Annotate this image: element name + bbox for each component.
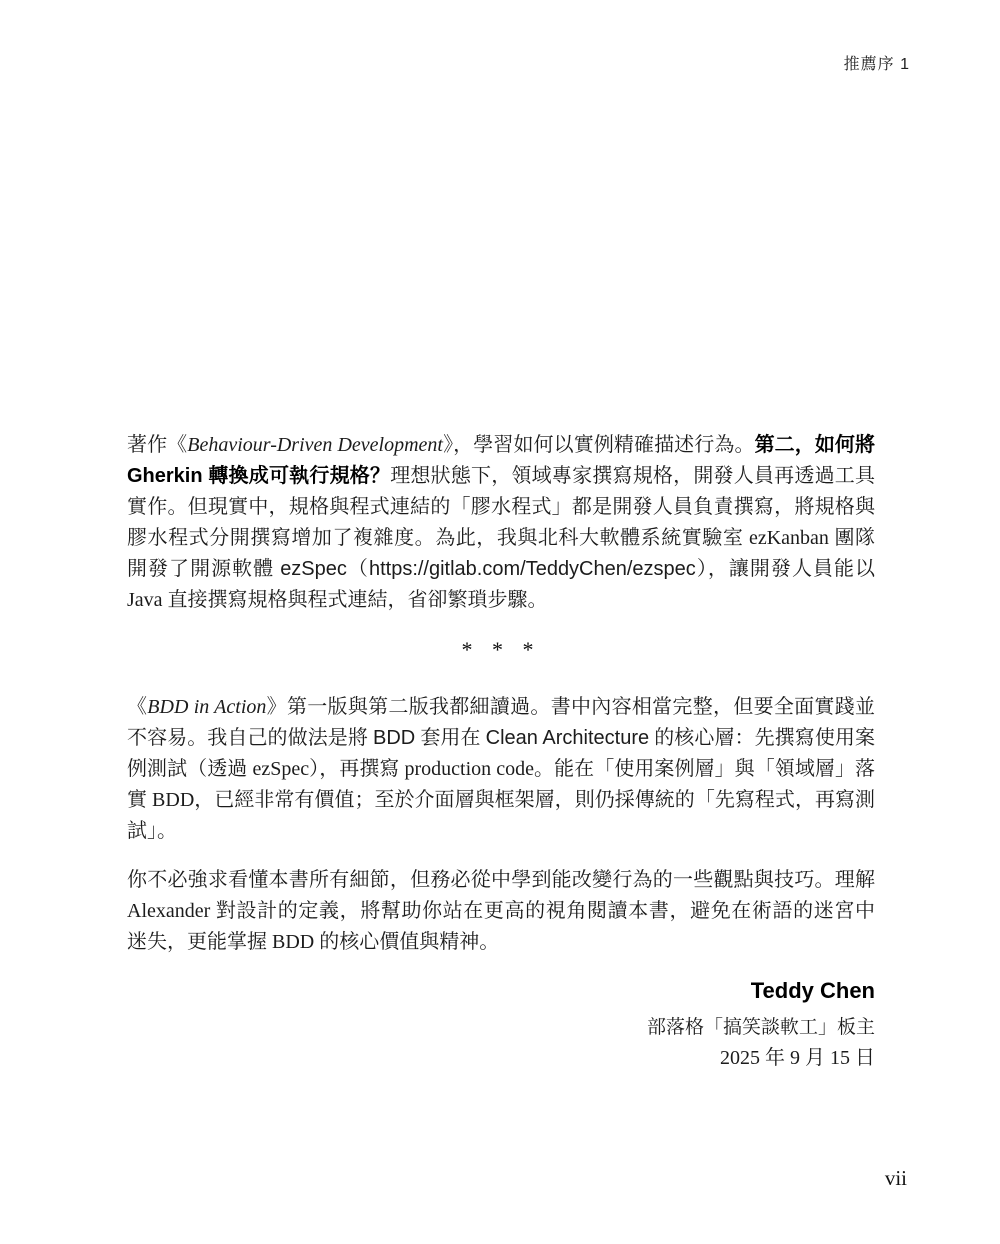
- text-run: BDD: [373, 727, 416, 749]
- text-run: Java: [127, 589, 163, 611]
- running-header: 推薦序 1: [843, 56, 910, 73]
- text-run: ），再撰寫: [309, 758, 405, 780]
- signature-date: 2025 年 9 月 15 日: [720, 1047, 875, 1069]
- text-run: 的核心層：先撰寫使用案例測試（透過: [127, 727, 875, 780]
- text-run: 《: [127, 696, 148, 718]
- text-run-emphasis: 轉換成可執行規格？: [202, 465, 391, 487]
- text-run: 直接撰寫規格與程式連結，省卻繁瑣步驟。: [162, 589, 548, 611]
- text-run: （: [346, 558, 369, 580]
- text-run: 。能在「使用案例層」與「領域層」落實: [127, 758, 876, 811]
- text-run: ezKanban: [748, 527, 829, 549]
- text-run-url: https://gitlab.com/TeddyChen/ezspec: [368, 558, 696, 580]
- signature-block: [127, 976, 875, 1074]
- page-content: [127, 430, 875, 1074]
- text-run: ），讓開發人員能以: [695, 558, 876, 580]
- section-separator: * * *: [461, 637, 541, 662]
- text-run: 的核心價值與精神。: [314, 931, 500, 953]
- paragraph-3: [127, 865, 875, 958]
- text-run: 對設計的定義，將幫助你站在更高的視角閱讀本書，避免在術語的迷宮中迷失，更能掌握: [127, 900, 875, 953]
- text-run: 》，學習如何以實例精確描述行為。: [443, 434, 755, 456]
- text-run-emphasis: Gherkin: [127, 465, 203, 487]
- signature-name: Teddy Chen: [750, 978, 875, 1003]
- text-run: 團隊開發了開源軟體: [127, 527, 875, 580]
- text-run-book-title: BDD in Action: [147, 696, 267, 718]
- text-run: ezSpec: [252, 758, 310, 780]
- text-run-book-title: Behaviour-Driven Development: [187, 434, 443, 456]
- paragraph-1: [127, 430, 875, 616]
- text-run: 套用在: [415, 727, 486, 749]
- text-run: ezSpec: [280, 558, 347, 580]
- text-run: 你不必強求看懂本書所有細節，但務必從中學到能改變行為的一些觀點與技巧。理解: [127, 869, 875, 891]
- text-run: 理想狀態下，領域專家撰寫規格，開發人員再透過工具實作。但現實中，規格與程式連結的「膠水程式」都是開發人員負責撰寫，將規格與膠水程式分開撰寫增加了複雜度。為此，我與北科大軟體系統實驗室: [127, 465, 875, 549]
- text-run: Alexander: [127, 900, 211, 922]
- text-run: BDD: [272, 931, 315, 953]
- paragraph-2: [127, 692, 875, 847]
- text-run: 》第一版與第二版我都細讀過。書中內容相當完整，但要全面實踐並不容易。我自己的做法是將: [127, 696, 876, 749]
- text-run: 著作《: [127, 434, 188, 456]
- text-run-emphasis: 第二，如何將: [754, 434, 876, 456]
- signature-title: 部落格「搞笑談軟工」板主: [646, 1017, 875, 1038]
- text-run: ，已經非常有價值；至於介面層與框架層，則仍採傳統的「先寫程式，再寫測試」。: [127, 789, 876, 842]
- text-run: Clean Architecture: [485, 727, 650, 749]
- page-number: vii: [884, 1166, 907, 1190]
- text-run: production code: [404, 758, 534, 780]
- text-run: BDD: [152, 789, 195, 811]
